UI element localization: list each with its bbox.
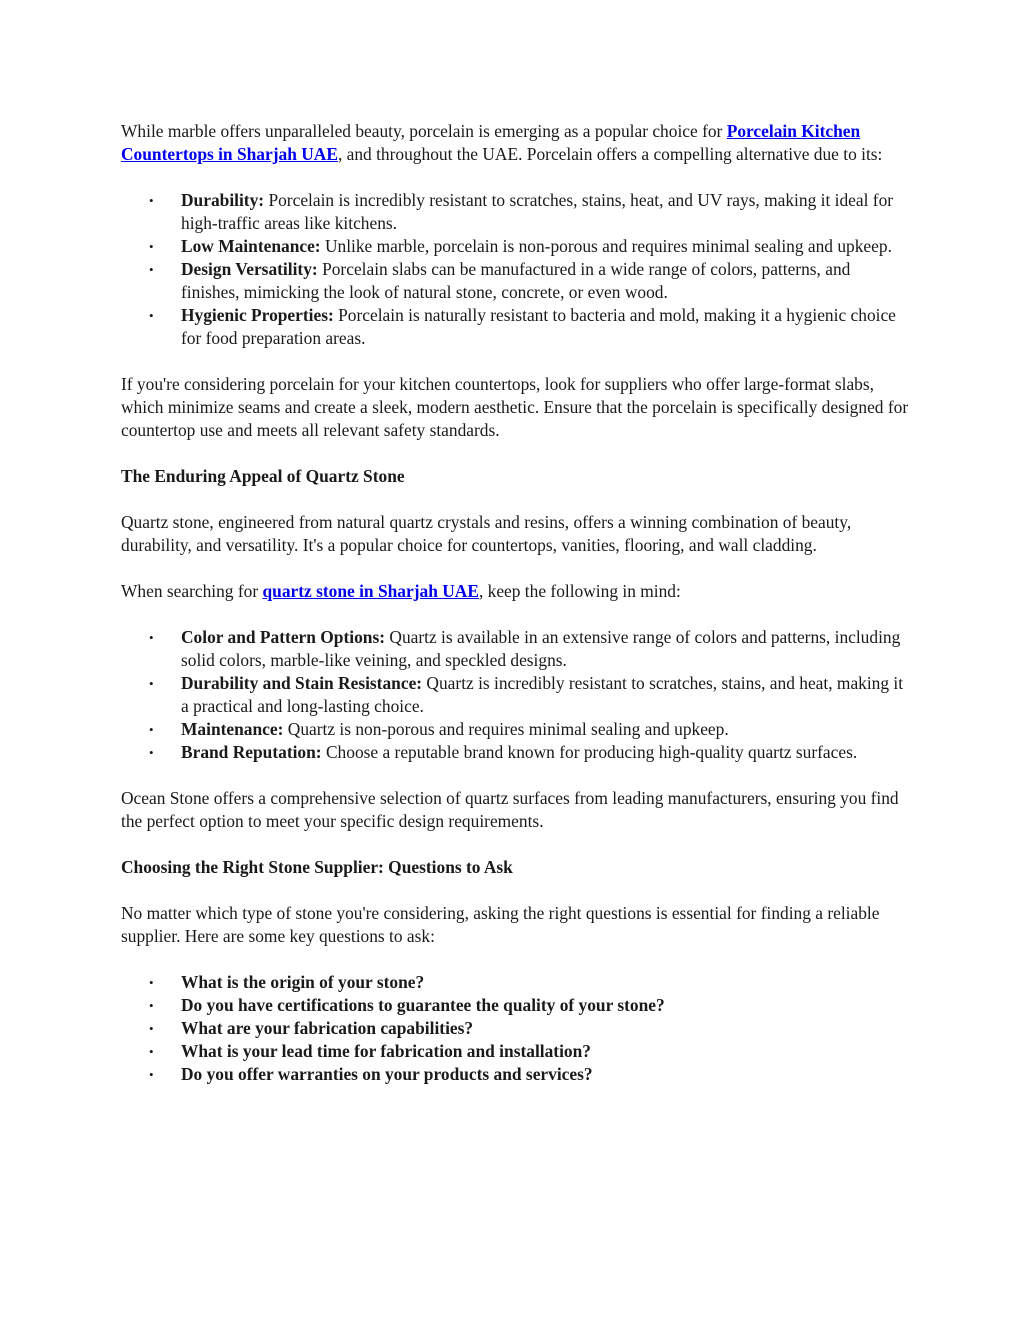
list-term: Color and Pattern Options:: [181, 627, 386, 647]
list-text: Unlike marble, porcelain is non-porous and requires minimal sealing and upkeep.: [320, 236, 892, 256]
list-text: Porcelain is incredibly resistant to scratches, stains, heat, and UV rays, making it ideal for high-traffic areas like kitchens.: [181, 190, 894, 233]
list-text: Choose a reputable brand known for producing high-quality quartz surfaces.: [321, 742, 858, 762]
quartz-heading: The Enduring Appeal of Quartz Stone: [121, 466, 405, 486]
quartz-search-paragraph: [121, 580, 911, 603]
bullet: •: [149, 1044, 154, 1059]
question-text: Do you have certifications to guarantee the quality of your stone?: [181, 995, 665, 1015]
bullet: •: [149, 308, 154, 323]
list-item: [121, 994, 911, 1017]
quartz-considerations-list: [121, 626, 911, 764]
bullet: •: [149, 745, 154, 760]
intro-text: While marble offers unparalleled beauty, porcelain is emerging as a popular choice for: [121, 121, 727, 141]
list-term: Low Maintenance:: [181, 236, 321, 256]
bullet: •: [149, 998, 154, 1013]
porcelain-benefits-list: [121, 189, 911, 350]
intro-paragraph: [121, 120, 911, 166]
question-text: Do you offer warranties on your products and services?: [181, 1064, 593, 1084]
bullet: •: [149, 262, 154, 277]
supplier-intro-paragraph: No matter which type of stone you're considering, asking the right questions is essential for finding a reliable supplier. Here are some key questions to ask:: [121, 903, 880, 946]
quartz-stone-link[interactable]: quartz stone in Sharjah UAE: [262, 581, 479, 601]
porcelain-countertops-link[interactable]: Porcelain Kitchen Countertops in Sharjah UAE: [121, 121, 861, 164]
list-term: Brand Reputation:: [181, 742, 322, 762]
document-page: [121, 120, 911, 1109]
list-item: [121, 741, 911, 764]
list-item: [121, 235, 911, 258]
list-item: [121, 672, 911, 718]
list-item: [121, 971, 911, 994]
bullet: •: [149, 193, 154, 208]
list-item: [121, 1063, 911, 1086]
bullet: •: [149, 239, 154, 254]
bullet: •: [149, 975, 154, 990]
list-item: [121, 718, 911, 741]
bullet: •: [149, 676, 154, 691]
question-text: What is the origin of your stone?: [181, 972, 425, 992]
list-item: [121, 189, 911, 235]
question-text: What are your fabrication capabilities?: [181, 1018, 474, 1038]
bullet: •: [149, 630, 154, 645]
list-text: Quartz is available in an extensive range of colors and patterns, including solid colors, marble-like veining, and speckled designs.: [181, 627, 901, 670]
bullet: •: [149, 1067, 154, 1082]
list-term: Design Versatility:: [181, 259, 318, 279]
list-text: Quartz is non-porous and requires minimal sealing and upkeep.: [283, 719, 729, 739]
supplier-questions-list: [121, 971, 911, 1086]
bullet: •: [149, 1021, 154, 1036]
quartz-search-text: When searching for: [121, 581, 263, 601]
list-term: Durability and Stain Resistance:: [181, 673, 423, 693]
intro-text-after: , and throughout the UAE. Porcelain offers a compelling alternative due to its:: [337, 144, 883, 164]
list-item: [121, 1040, 911, 1063]
quartz-search-text-after: , keep the following in mind:: [478, 581, 681, 601]
list-term: Maintenance:: [181, 719, 284, 739]
question-text: What is your lead time for fabrication and installation?: [181, 1041, 591, 1061]
list-text: Quartz is incredibly resistant to scratches, stains, and heat, making it a practical and long-lasting choice.: [181, 673, 904, 716]
ocean-stone-paragraph: Ocean Stone offers a comprehensive selection of quartz surfaces from leading manufacturers, ensuring you find the perfect option to meet your specific design requirements.: [121, 788, 899, 831]
list-item: [121, 1017, 911, 1040]
quartz-intro-paragraph: Quartz stone, engineered from natural quartz crystals and resins, offers a winning combination of beauty, durability, and versatility. It's a popular choice for countertops, vanities, flooring, and wall cladding.: [121, 512, 852, 555]
list-item: [121, 626, 911, 672]
bullet: •: [149, 722, 154, 737]
supplier-heading: Choosing the Right Stone Supplier: Questions to Ask: [121, 857, 513, 877]
porcelain-advice-paragraph: If you're considering porcelain for your kitchen countertops, look for suppliers who offer large-format slabs, which minimize seams and create a sleek, modern aesthetic. Ensure that the porcelain is specifically designed for countertop use and meets all relevant safety standards.: [121, 374, 909, 440]
list-item: [121, 258, 911, 304]
list-text: Porcelain is naturally resistant to bacteria and mold, making it a hygienic choice for food preparation areas.: [181, 305, 896, 348]
list-item: [121, 304, 911, 350]
list-term: Hygienic Properties:: [181, 305, 334, 325]
list-term: Durability:: [181, 190, 265, 210]
list-text: Porcelain slabs can be manufactured in a wide range of colors, patterns, and finishes, mimicking the look of natural stone, concrete, or even wood.: [181, 259, 851, 302]
